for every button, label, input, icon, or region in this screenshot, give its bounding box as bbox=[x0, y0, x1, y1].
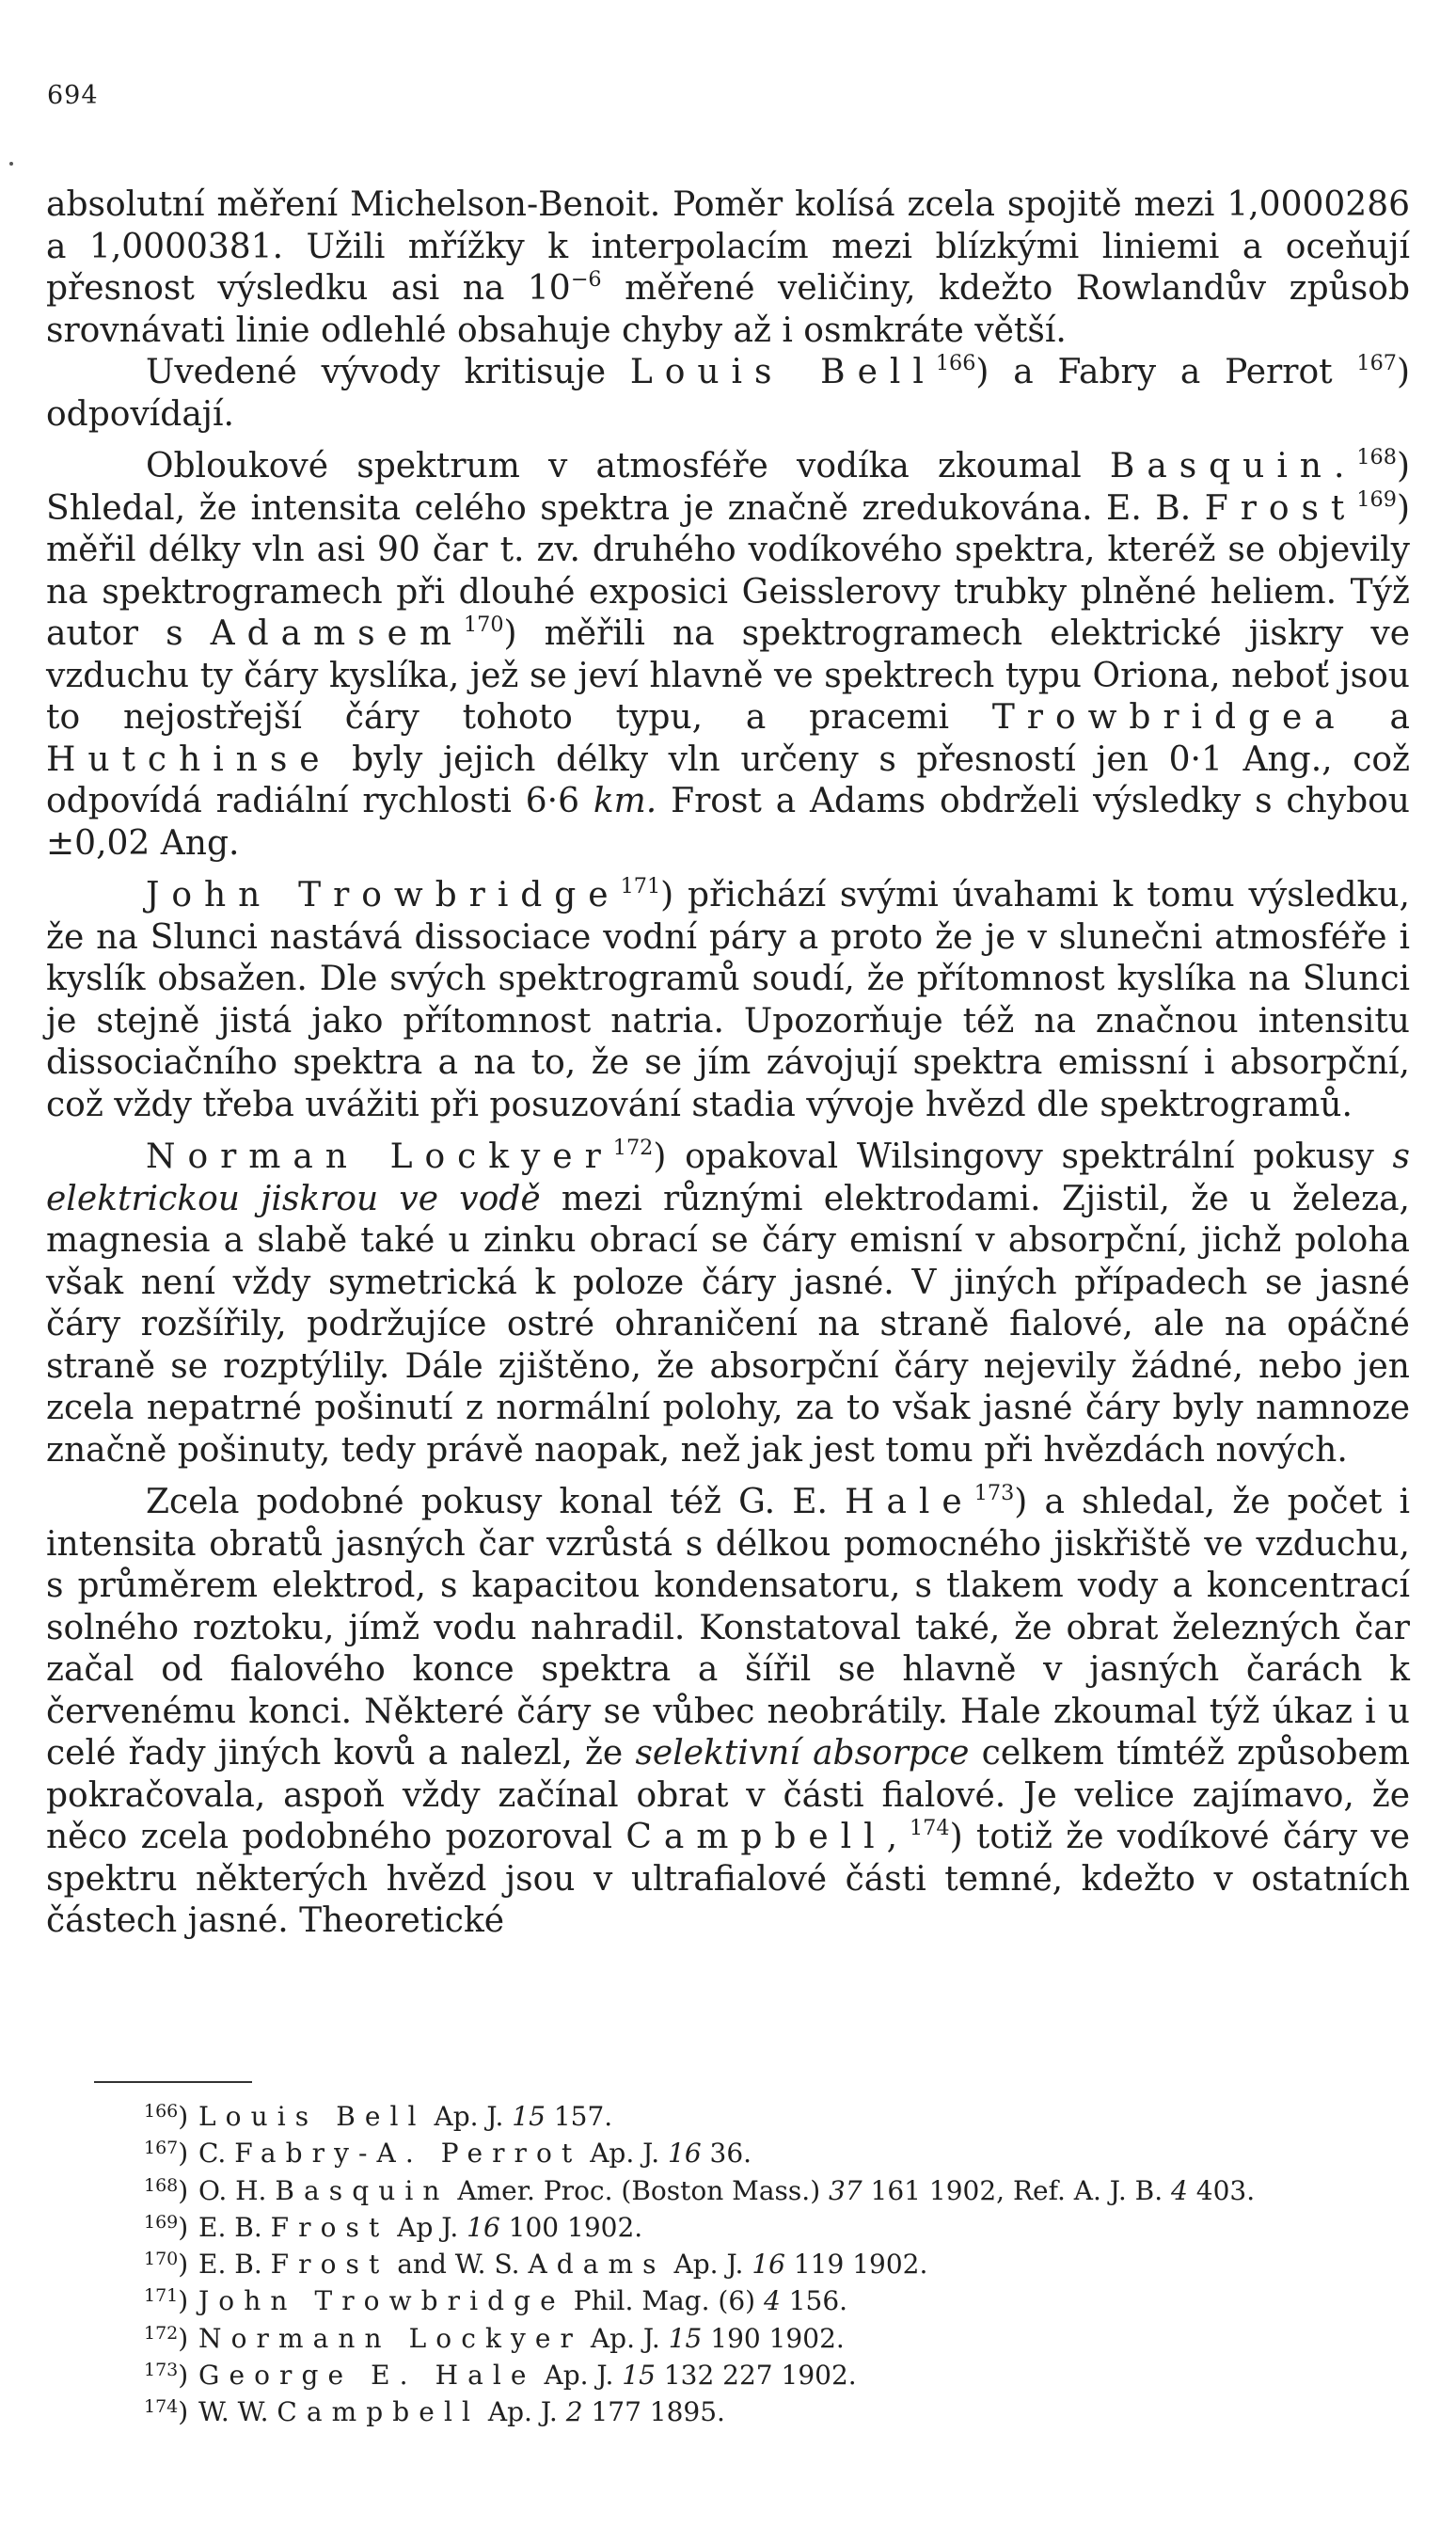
footnote-number: 171 ) bbox=[144, 2276, 198, 2313]
paragraph bbox=[46, 446, 1410, 865]
paragraph bbox=[46, 352, 1410, 436]
spaced-name: Louis Bell bbox=[629, 353, 936, 391]
text-run: 161 1902, Ref. A. J. B. bbox=[862, 2174, 1172, 2206]
spaced-name: Campbell bbox=[277, 2396, 481, 2428]
spaced-name: John Trowbridge bbox=[198, 2285, 565, 2317]
spaced-name: Campbell, bbox=[625, 1818, 910, 1856]
text-run: ) Shledal, že intensita celého spektra je značně zredukována. E. B. bbox=[46, 447, 1410, 528]
italic-text: 15 bbox=[622, 2360, 656, 2392]
text-run: O. H. bbox=[198, 2174, 276, 2206]
footnote-text bbox=[198, 2211, 642, 2244]
footnote-text bbox=[198, 2248, 927, 2281]
spaced-name: Hale bbox=[845, 1483, 974, 1521]
text-run: ) přichází svými úvahami k tomu výsledku, že na Slunci nastává dissociace vodní páry a proto že je v slunečni atmosféře i kyslík obsažen. Dle svých spektrogramů soudí, že přítomnost kyslíka na Slunci je stejně jistá jako přítomnost natria. Upozorňuje též na značnou intensitu dissociačního spektra a na to, že se jím závojují spektra emissní i absorpční, což vždy třeba uvážiti při posuzování stadia vývoje hvězd dle spektrogramů. bbox=[46, 876, 1410, 1124]
text-run: ) opakoval Wilsingovy spektrální pokusy bbox=[653, 1137, 1393, 1176]
footnote-number: 174 ) bbox=[144, 2387, 198, 2424]
footnote-number: 168 ) bbox=[144, 2166, 198, 2202]
text-run: měřené veličiny, kdežto Rowlandův způsob srovnávati linie odlehlé obsahuje chyby až i osmkráte větší. bbox=[46, 269, 1410, 350]
text-run: ) a Fabry a Perrot bbox=[975, 353, 1357, 391]
paragraph bbox=[46, 875, 1410, 1126]
text-run: Phil. Mag. (6) bbox=[564, 2285, 764, 2317]
footnote-text bbox=[198, 2284, 847, 2317]
text-run: Amer. Proc. (Boston Mass.) bbox=[449, 2174, 830, 2206]
text-run: 177 1895. bbox=[582, 2396, 725, 2428]
spaced-name: Fabry-A. Perrot bbox=[234, 2138, 582, 2170]
italic-text: 15 bbox=[512, 2101, 546, 2132]
footnote-number: 169 ) bbox=[144, 2202, 198, 2239]
footnote bbox=[144, 2284, 1423, 2321]
spaced-name: Adamsem bbox=[210, 614, 464, 653]
footnote-number: 173 ) bbox=[144, 2350, 198, 2387]
footnote-text bbox=[198, 2395, 725, 2428]
footnote bbox=[144, 2395, 1423, 2432]
footnote-reference: 174 bbox=[909, 1816, 950, 1841]
footnote-reference: −6 bbox=[570, 267, 602, 293]
italic-text: 4 bbox=[1171, 2174, 1188, 2206]
spaced-name: Trowbridgea bbox=[991, 698, 1347, 737]
footnote-number: 170 ) bbox=[144, 2239, 198, 2276]
italic-text: km. bbox=[593, 782, 657, 820]
footnote-reference: 169 bbox=[1356, 486, 1397, 512]
text-run: 190 1902. bbox=[702, 2322, 845, 2354]
margin-speck bbox=[9, 162, 13, 166]
text-run: E. B. bbox=[198, 2249, 271, 2281]
text-run: 403. bbox=[1187, 2174, 1256, 2206]
footnote bbox=[144, 2174, 1423, 2211]
footnote bbox=[144, 2359, 1423, 2395]
text-run: Uvedené vývody kritisuje bbox=[146, 353, 630, 391]
footnote-text bbox=[198, 2322, 845, 2355]
text-run: Frost a Adams obdrželi výsledky s chybou ±0,02 Ang. bbox=[46, 782, 1410, 863]
italic-text: 2 bbox=[565, 2396, 583, 2428]
text-run: Zcela podobné pokusy konal též G. E. bbox=[146, 1483, 846, 1521]
footnote bbox=[144, 2322, 1423, 2359]
footnote-text bbox=[198, 2359, 857, 2392]
footnote-text bbox=[198, 2137, 752, 2170]
italic-text: 37 bbox=[829, 2174, 863, 2206]
footnote-reference: 167 bbox=[1356, 351, 1397, 376]
footnote-rule bbox=[94, 2081, 252, 2083]
text-run: Ap. J. bbox=[582, 2322, 669, 2354]
footnote-reference: 172 bbox=[612, 1136, 654, 1161]
text-run: Ap. J. bbox=[581, 2138, 668, 2170]
text-run: mezi různými elektrodami. Zjistil, že u železa, magnesia a slabě také u zinku obrací se čáry emisní v absorpční, jichž poloha však není vždy symetrická k poloze čáry jasné. V jiných případech se jasné čáry rozšířily, podržujíce ostré ohraničení na straně fialové, ale na opáčné straně se rozptýlily. Dále zjištěno, že absorpční čáry nejevily žádné, nebo jen zcela nepatrné pošinutí z normální polohy, za to však jasné čáry byly namnoze značně pošinuty, tedy právě naopak, než jak jest tomu při hvězdách nových. bbox=[46, 1179, 1410, 1470]
page-number: 694 bbox=[47, 81, 99, 110]
footnote bbox=[144, 2211, 1423, 2248]
spaced-name: Frost bbox=[270, 2211, 389, 2243]
footnote-number: 167 ) bbox=[144, 2128, 198, 2165]
footnote bbox=[144, 2100, 1423, 2137]
text-run: 157. bbox=[545, 2101, 613, 2132]
footnote-reference: 166 bbox=[935, 351, 976, 376]
paragraph bbox=[46, 1482, 1410, 1943]
footnotes bbox=[144, 2100, 1423, 2433]
text-run: ) měřili na spektrogramech elektrické jiskry ve vzduchu ty čáry kyslíka, jež se jeví hlavně ve spektrech typu Oriona, neboť jsou to nejostřejší čáry tohoto typu, a pracemi bbox=[46, 614, 1410, 737]
footnote-reference: 171 bbox=[620, 874, 661, 899]
spaced-name: Norman Lockyer bbox=[146, 1137, 613, 1176]
body-text bbox=[46, 184, 1410, 1943]
footnote bbox=[144, 2137, 1423, 2173]
text-run: Ap J. bbox=[388, 2211, 467, 2243]
text-run: 36. bbox=[701, 2138, 752, 2170]
spaced-name: Frost bbox=[1204, 488, 1357, 528]
italic-text: 16 bbox=[467, 2211, 500, 2243]
text-run: 119 1902. bbox=[784, 2249, 928, 2281]
spaced-name: Basquin. bbox=[1109, 447, 1357, 485]
text-run: celkem tímtéž způsobem pokračovala, aspoň vždy začínal obrat v části fialové. Je velice zajímavo, že něco zcela podobného pozoroval bbox=[46, 1734, 1410, 1856]
text-run: Ap. J. bbox=[480, 2396, 566, 2428]
text-run: absolutní měření Michelson-Benoit. Poměr kolísá zcela spojitě mezi 1,0000286 a 1,0000381. Užili mřížky k interpolacím mezi blízkými liniemi a oceňují přesnost výsledku asi na 10 bbox=[46, 185, 1410, 308]
footnote-reference: 173 bbox=[973, 1481, 1015, 1506]
spaced-name: Adams bbox=[528, 2249, 666, 2281]
spaced-name: Louis Bell bbox=[198, 2101, 426, 2132]
paragraph bbox=[46, 1137, 1410, 1471]
italic-text: 16 bbox=[752, 2249, 785, 2281]
text-run: Obloukové spektrum v atmosféře vodíka zkoumal bbox=[146, 447, 1110, 485]
italic-text: 15 bbox=[668, 2322, 703, 2354]
italic-text: 4 bbox=[763, 2285, 781, 2317]
text-run: 100 1902. bbox=[499, 2211, 643, 2243]
footnote-text bbox=[198, 2174, 1255, 2207]
footnote bbox=[144, 2248, 1423, 2284]
text-run: ) měřil délky vln asi 90 čar t. zv. druhého vodíkového spektra, kteréž se objevily na spektrogramech při dlouhé exposici Geisslerovy trubky plněné heliem. Týž autor s bbox=[46, 488, 1410, 653]
text-run: ) totiž že vodíkové čáry ve spektru některých hvězd jsou v ultrafialové části temné, kdežto v ostatních částech jasné. Theoretické bbox=[46, 1818, 1410, 1940]
text-run: 156. bbox=[780, 2285, 848, 2317]
spaced-name: Frost bbox=[270, 2249, 389, 2281]
text-run: ) odpovídají. bbox=[46, 353, 1411, 434]
footnote-number: 172 ) bbox=[144, 2313, 198, 2350]
spaced-name: John Trowbridge bbox=[146, 876, 621, 914]
text-run: E. B. bbox=[198, 2211, 271, 2243]
footnote-text bbox=[198, 2100, 612, 2133]
text-run: W. W. bbox=[198, 2396, 277, 2428]
spaced-name: George E. Hale bbox=[198, 2360, 536, 2392]
text-run: C. bbox=[198, 2138, 235, 2170]
text-run: Ap. J. bbox=[535, 2360, 623, 2392]
footnote-number: 166 ) bbox=[144, 2091, 198, 2128]
italic-text: selektivní absorpce bbox=[635, 1734, 970, 1773]
paragraph bbox=[46, 184, 1410, 352]
footnote-reference: 170 bbox=[463, 612, 504, 638]
spaced-name: Basquin bbox=[275, 2174, 450, 2206]
italic-text: 16 bbox=[668, 2138, 702, 2170]
text-run: Ap. J. bbox=[665, 2249, 752, 2281]
text-run: byly jejich délky vln určeny s přesností jen 0·1 Ang., což odpovídá radiální rychlosti 6·6 bbox=[46, 739, 1410, 820]
italic-text: s elektrickou jiskrou ve vodě bbox=[46, 1137, 1410, 1218]
text-run: Ap. J. bbox=[425, 2101, 513, 2132]
spaced-name: Hutchinse bbox=[46, 739, 332, 779]
spaced-name: Normann Lockyer bbox=[198, 2322, 583, 2354]
text-run: 132 227 1902. bbox=[655, 2360, 857, 2392]
text-run: and W. S. bbox=[388, 2249, 529, 2281]
text-run: a bbox=[1346, 698, 1411, 737]
footnote-reference: 168 bbox=[1356, 445, 1397, 470]
text-run: ) a shledal, že počet i intensita obratů jasných čar vzrůstá s délkou pomocného jiskřiště ve vzduchu, s průměrem elektrod, s kapacitou kondensatoru, s tlakem vody a koncentrací solného roztoku, jímž vodu nahradil. Konstatoval také, že obrat železných čar začal od fialového konce spektra a šířil se hlavně v jasných čarách k červenému konci. Některé čáry se vůbec neobrátily. Hale zkoumal týž úkaz i u celé řady jiných kovů a nalezl, že bbox=[46, 1483, 1410, 1773]
